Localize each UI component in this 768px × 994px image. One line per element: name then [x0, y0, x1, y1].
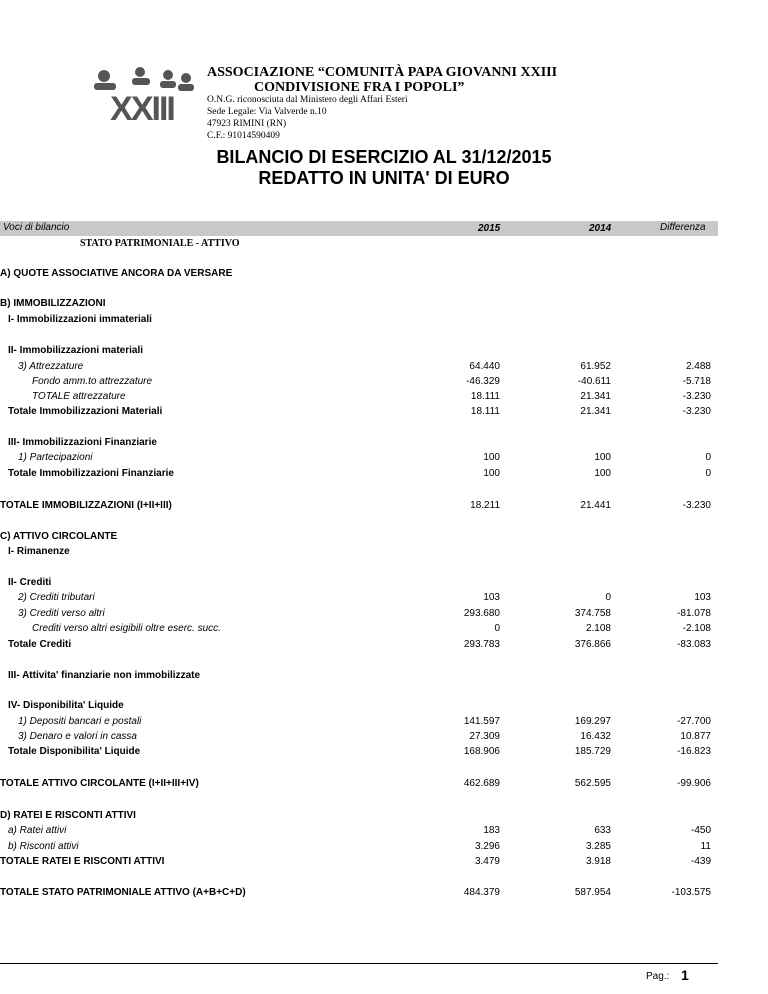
value-2015: 100	[483, 452, 500, 463]
value-2015: 64.440	[469, 361, 500, 372]
value-differenza: -81.078	[677, 608, 711, 619]
value-2014: 61.952	[580, 361, 611, 372]
row-label: III- Attivita' finanziarie non immobilizzate	[8, 670, 201, 681]
table-row	[0, 810, 768, 824]
table-row	[0, 608, 768, 622]
table-row	[0, 468, 768, 482]
table-row	[0, 531, 768, 545]
table-row	[0, 406, 768, 420]
row-label: TOTALE ATTIVO CIRCOLANTE (I+II+III+IV)	[0, 778, 199, 789]
org-title-line-1: ASSOCIAZIONE “COMUNITÀ PAPA GIOVANNI XXIII	[207, 65, 558, 80]
column-header-differenza: Differenza	[660, 222, 706, 233]
table-row	[0, 546, 768, 560]
row-label: 1) Partecipazioni	[18, 452, 93, 463]
row-label: 3) Attrezzature	[18, 361, 84, 372]
table-row	[0, 778, 768, 792]
value-2014: 2.108	[585, 623, 611, 634]
row-label: Fondo amm.to attrezzature	[32, 376, 153, 387]
value-2015: 18.211	[470, 500, 500, 511]
table-row	[0, 268, 768, 282]
value-differenza: 0	[705, 452, 711, 463]
row-label: IV- Disponibilita' Liquide	[8, 700, 124, 711]
table-row	[0, 592, 768, 606]
table-row	[0, 623, 768, 637]
value-2014: 633	[594, 825, 611, 836]
value-differenza: 10.877	[680, 731, 711, 742]
org-info-line: 47923 RIMINI (RN)	[207, 119, 287, 129]
row-label: TOTALE RATEI E RISCONTI ATTIVI	[0, 856, 165, 867]
table-row	[0, 376, 768, 390]
value-2015: 141.597	[463, 716, 500, 727]
value-2015: 18.111	[470, 406, 500, 417]
value-differenza: -103.575	[671, 887, 711, 898]
table-row	[0, 716, 768, 730]
table-row	[0, 452, 768, 466]
value-differenza: -83.083	[677, 639, 711, 650]
value-2014: 21.341	[580, 391, 611, 402]
value-differenza: -27.700	[677, 716, 711, 727]
row-label: 3) Denaro e valori in cassa	[18, 731, 137, 742]
value-2014: 100	[594, 452, 611, 463]
table-row	[0, 856, 768, 870]
table-row	[0, 639, 768, 653]
value-differenza: -5.718	[682, 376, 711, 387]
value-2015: -46.329	[466, 376, 500, 387]
value-2015: 3.479	[474, 856, 500, 867]
org-info-line: O.N.G. riconosciuta dal Ministero degli Affari Esteri	[207, 95, 408, 105]
table-row	[0, 437, 768, 451]
row-label: I- Rimanenze	[8, 546, 70, 557]
row-label: b) Risconti attivi	[8, 841, 79, 852]
row-label: a) Ratei attivi	[8, 825, 67, 836]
table-row	[0, 391, 768, 405]
value-2015: 27.309	[469, 731, 500, 742]
row-label: Totale Immobilizzazioni Materiali	[8, 406, 163, 417]
row-label: I- Immobilizzazioni immateriali	[8, 314, 152, 325]
value-2014: 0	[605, 592, 611, 603]
value-differenza: -450	[690, 825, 711, 836]
logo-lettering: XXIII	[110, 90, 174, 124]
row-label: TOTALE IMMOBILIZZAZIONI (I+II+III)	[0, 500, 172, 511]
table-row	[0, 746, 768, 760]
value-2014: 185.729	[574, 746, 611, 757]
row-label: Totale Crediti	[8, 639, 72, 650]
row-label: C) ATTIVO CIRCOLANTE	[0, 531, 118, 542]
value-2014: 374.758	[574, 608, 611, 619]
table-row	[0, 500, 768, 514]
value-2015: 293.783	[463, 639, 500, 650]
value-2015: 103	[483, 592, 500, 603]
row-label: 2) Crediti tributari	[18, 592, 95, 603]
value-2014: 3.918	[585, 856, 611, 867]
value-differenza: 0	[705, 468, 711, 479]
value-differenza: -99.906	[677, 778, 711, 789]
organization-logo	[88, 66, 196, 124]
value-differenza: 103	[694, 592, 711, 603]
column-header-2015: 2015	[478, 223, 501, 234]
table-row	[0, 825, 768, 839]
row-label: II- Crediti	[8, 577, 52, 588]
value-2015: 168.906	[463, 746, 500, 757]
value-2015: 484.379	[463, 887, 500, 898]
footer-divider	[0, 963, 718, 964]
column-header-2014: 2014	[589, 223, 612, 234]
value-differenza: -439	[690, 856, 711, 867]
value-2015: 183	[483, 825, 500, 836]
row-label: Crediti verso altri esigibili oltre eserc. succ.	[32, 623, 221, 634]
row-label: 3) Crediti verso altri	[18, 608, 105, 619]
value-2014: -40.611	[577, 376, 611, 387]
row-label: A) QUOTE ASSOCIATIVE ANCORA DA VERSARE	[0, 268, 233, 279]
table-row	[0, 887, 768, 901]
column-header-voci: Voci di bilancio	[3, 222, 70, 233]
value-differenza: -3.230	[682, 406, 711, 417]
value-2015: 0	[494, 623, 500, 634]
row-label: TOTALE STATO PATRIMONIALE ATTIVO (A+B+C+D)	[0, 887, 246, 898]
org-title-line-2: CONDIVISIONE FRA I POPOLI”	[254, 80, 465, 95]
value-2014: 100	[594, 468, 611, 479]
value-differenza: -2.108	[682, 623, 711, 634]
value-2014: 169.297	[574, 716, 611, 727]
value-2015: 3.296	[474, 841, 500, 852]
table-row	[0, 731, 768, 745]
row-label: III- Immobilizzazioni Finanziarie	[8, 437, 157, 448]
page-label: Pag.:	[646, 971, 670, 982]
table-row	[0, 345, 768, 359]
document-subtitle: REDATTO IN UNITA' DI EURO	[258, 168, 510, 188]
table-row	[0, 314, 768, 328]
value-2014: 376.866	[574, 639, 611, 650]
value-2014: 587.954	[574, 887, 611, 898]
value-differenza: -16.823	[677, 746, 711, 757]
value-differenza: 2.488	[685, 361, 711, 372]
page-number: 1	[681, 967, 689, 983]
value-2014: 3.285	[585, 841, 611, 852]
value-2014: 21.441	[580, 500, 611, 511]
row-label: Totale Immobilizzazioni Finanziarie	[8, 468, 174, 479]
value-2015: 293.680	[463, 608, 500, 619]
value-2014: 16.432	[580, 731, 611, 742]
row-label: TOTALE attrezzature	[32, 391, 126, 402]
value-2015: 18.111	[470, 391, 500, 402]
table-row	[0, 361, 768, 375]
value-differenza: 11	[700, 841, 711, 852]
table-row	[0, 841, 768, 855]
row-label: D) RATEI E RISCONTI ATTIVI	[0, 810, 136, 821]
row-label: 1) Depositi bancari e postali	[18, 716, 142, 727]
table-row	[0, 577, 768, 591]
table-row	[0, 298, 768, 312]
org-info-line: C.F.: 91014590409	[207, 131, 280, 141]
section-title: STATO PATRIMONIALE - ATTIVO	[80, 238, 240, 249]
table-row	[0, 700, 768, 714]
org-info-line: Sede Legale: Via Valverde n.10	[207, 107, 327, 117]
row-label: B) IMMOBILIZZAZIONI	[0, 298, 106, 309]
row-label: Totale Disponibilita' Liquide	[8, 746, 141, 757]
document-title: BILANCIO DI ESERCIZIO AL 31/12/2015	[216, 147, 552, 167]
row-label: II- Immobilizzazioni materiali	[8, 345, 144, 356]
value-2014: 562.595	[574, 778, 611, 789]
table-row	[0, 670, 768, 684]
value-differenza: -3.230	[682, 500, 711, 511]
value-2014: 21.341	[580, 406, 611, 417]
value-2015: 100	[483, 468, 500, 479]
value-2015: 462.689	[463, 778, 500, 789]
value-differenza: -3.230	[682, 391, 711, 402]
